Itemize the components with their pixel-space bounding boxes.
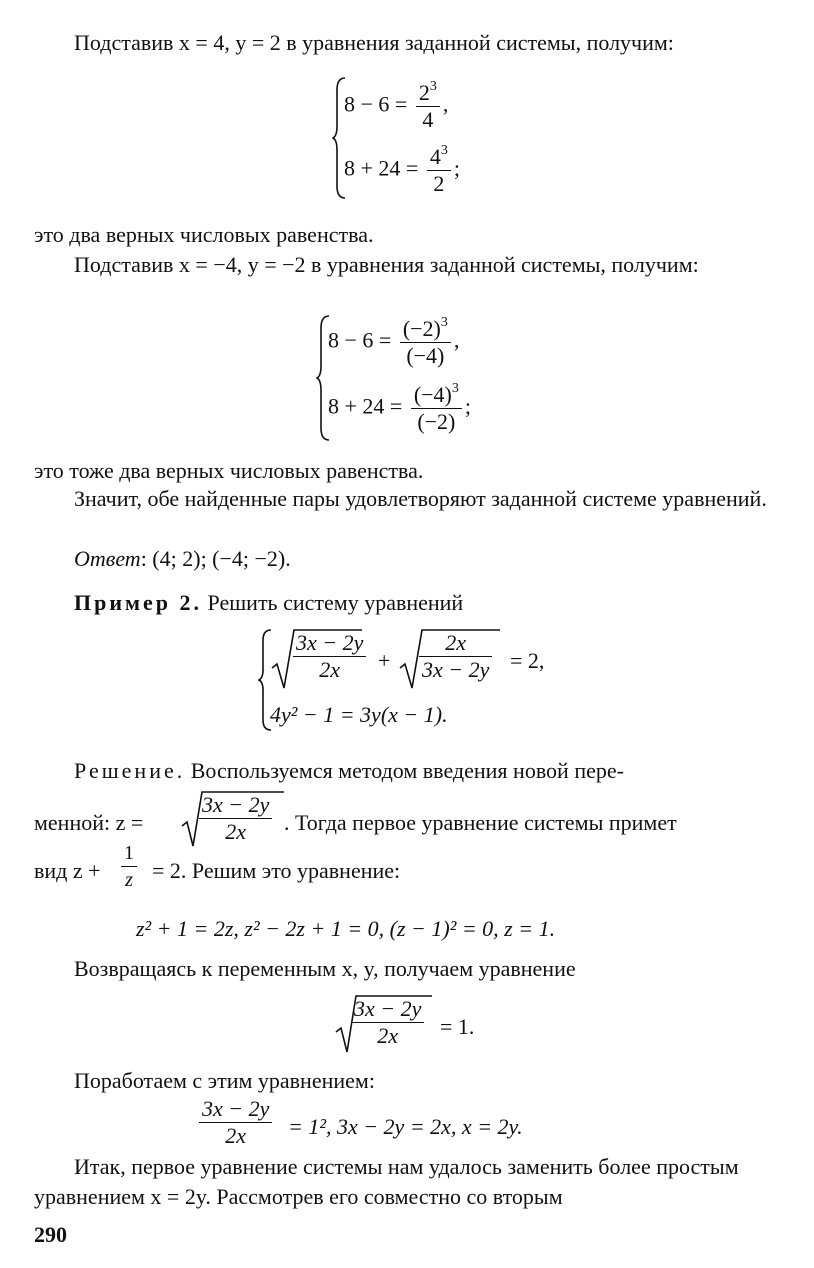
equation-left: 8 + 24 =: [344, 155, 419, 181]
equation-rhs: = 1.: [440, 1014, 475, 1039]
vid-fraction: [118, 840, 140, 893]
new-variable-text-cont: . Тогда первое уравнение системы примет: [284, 810, 677, 835]
punctuation: ,: [453, 327, 460, 353]
system3-line2: 4y² − 1 = 3y(x − 1).: [270, 702, 448, 727]
equation-chain: z² + 1 = 2z, z² − 2z + 1 = 0, (z − 1)² = 0, z = 1.: [136, 916, 556, 941]
denominator: 2: [433, 171, 445, 196]
system1-line2: [344, 144, 460, 197]
paragraph-substitution-1: Подставив x = 4, y = 2 в уравнения заданной системы, получим:: [74, 30, 674, 55]
paragraph-conclusion: Значит, обе найденные пары удовлетворяют заданной системе уравнений.: [74, 486, 767, 511]
numerator: 3x − 2y: [293, 630, 366, 657]
paragraph-replace: Итак, первое уравнение системы нам удалось заменить более простым уравнением x = 2y. Рассмотрев его совместно со вторым: [34, 1154, 739, 1209]
fraction: [416, 80, 440, 133]
vid-text-cont: = 2. Решим это уравнение:: [152, 858, 401, 883]
answer-line: [74, 544, 291, 574]
exponent: 3: [451, 380, 459, 396]
work-equation-rest: = 1², 3x − 2y = 2x, x = 2y.: [288, 1114, 523, 1139]
work-equation: [196, 1096, 275, 1149]
fraction: [419, 630, 492, 683]
fraction: [199, 792, 272, 845]
numerator: 3x − 2y: [351, 996, 424, 1023]
example-label: Пример 2.: [74, 590, 203, 615]
paragraph-return: Возвращаясь к переменным x, y, получаем уравнение: [74, 956, 576, 981]
numerator: 4: [429, 144, 441, 169]
example-text: Решить систему уравнений: [202, 590, 464, 615]
paragraph-substitution-2: Подставив x = −4, y = −2 в уравнения заданной системы, получим:: [74, 252, 699, 277]
punctuation: ;: [453, 155, 460, 181]
denominator: 2x: [319, 657, 341, 682]
equation-left: 8 − 6 =: [344, 91, 408, 117]
denominator: 3x − 2y: [422, 657, 490, 682]
answer-label: Ответ: [74, 546, 141, 571]
fraction: [351, 996, 424, 1049]
denominator: 2x: [377, 1023, 399, 1048]
denominator: z: [125, 869, 133, 891]
exponent: 3: [429, 78, 437, 94]
numerator: 2x: [419, 630, 492, 657]
new-variable-text: менной: z =: [34, 810, 144, 835]
denominator: 4: [422, 107, 434, 132]
denominator: (−4): [406, 343, 445, 368]
equation-left: 8 + 24 =: [328, 393, 403, 419]
paragraph-true-1: это два верных числовых равенства.: [34, 222, 374, 247]
system2-line1: [328, 316, 459, 369]
denominator: 2x: [225, 819, 247, 844]
numerator: 3x − 2y: [199, 1096, 272, 1123]
example-heading: [74, 588, 463, 618]
solution-text: Воспользуемся методом введения новой пере-: [185, 758, 624, 783]
denominator: (−2): [417, 409, 456, 434]
paragraph-true-2: это тоже два верных числовых равенства.: [34, 458, 424, 483]
page-number: 290: [34, 1222, 67, 1247]
system2-line2: [328, 382, 471, 435]
plus-sign: +: [378, 648, 391, 673]
answer-text: : (4; 2); (−4; −2).: [140, 546, 291, 571]
fraction: [293, 630, 366, 683]
numerator: 2: [418, 80, 430, 105]
numerator: (−2): [402, 316, 441, 341]
punctuation: ;: [464, 393, 472, 419]
paragraph-work: Поработаем с этим уравнением:: [74, 1068, 375, 1093]
numerator: 3x − 2y: [199, 792, 272, 819]
numerator: (−4): [413, 382, 452, 407]
vid-text: вид z +: [34, 858, 101, 883]
system3-root2: [416, 630, 495, 683]
fraction: [400, 316, 451, 369]
punctuation: ,: [442, 91, 449, 117]
fraction: [427, 144, 451, 197]
solution-label: Решение.: [74, 758, 186, 783]
root-equation: [348, 996, 427, 1049]
solution-line: [74, 756, 624, 786]
system3-root1: [290, 630, 369, 683]
system1-line1: [344, 80, 448, 133]
equation-rhs: = 2,: [510, 648, 545, 673]
equation-left: 8 − 6 =: [328, 327, 392, 353]
fraction: [199, 1096, 272, 1149]
fraction: [411, 382, 462, 435]
denominator: 2x: [225, 1123, 247, 1148]
numerator: 1: [121, 840, 137, 867]
z-root: [196, 792, 275, 845]
exponent: 3: [440, 142, 448, 158]
fraction: [121, 840, 137, 893]
exponent: 3: [440, 314, 448, 330]
